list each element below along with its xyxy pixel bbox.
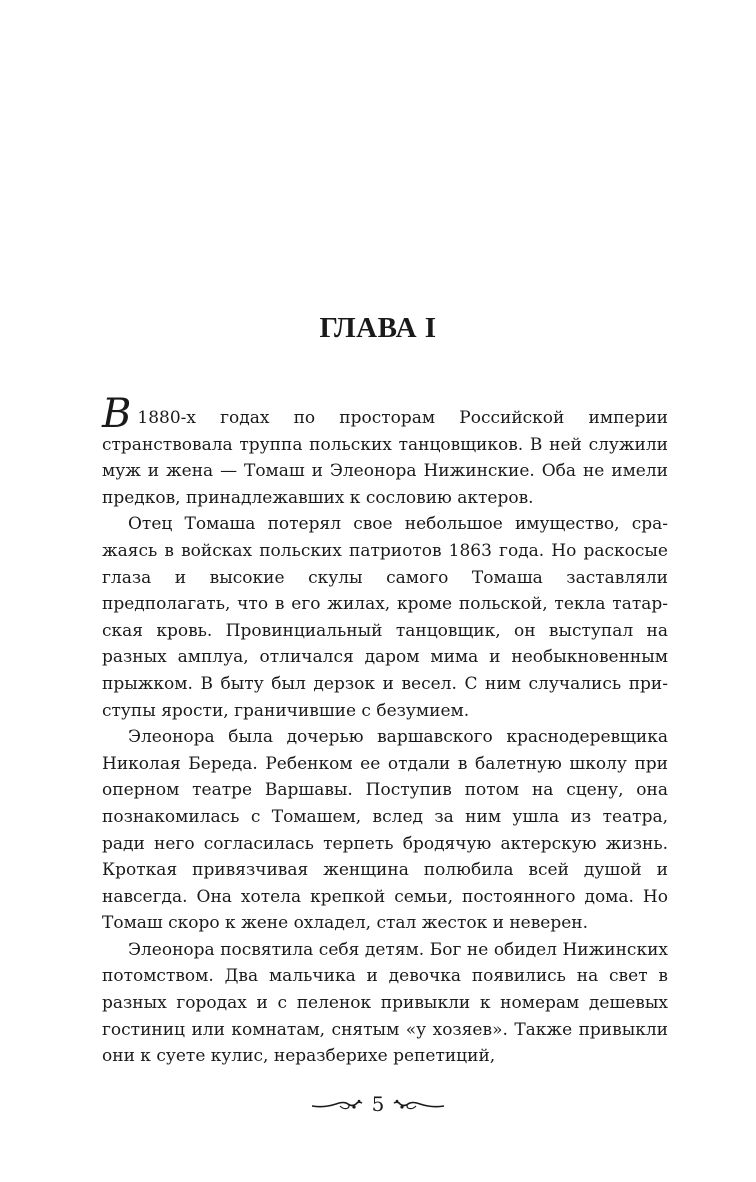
paragraph: Элеонора посвятила себя детям. Бог не обидел Нижинских потомством. Два мальчика и девочка появились на свет в разных городах и с пеленок привыкли к номерам дешевых гостиниц или комнатам, снятым «у хозяев». Также привыкли они к суете кулис, неразберихе репетиций, — [102, 939, 668, 1067]
right-flourish-icon — [392, 1096, 446, 1112]
page-number: 5 — [371, 1092, 385, 1116]
paragraph — [102, 391, 668, 511]
page-footer — [0, 1092, 756, 1116]
paragraph: Элеонора была дочерью варшавского краснодеревщика Николая Береда. Ребенком ее отдали в балетную школу при оперном театре Варшавы. Поступив потом на сцену, она познакомилась с Томашем, вслед за ним ушла из театра, ради него согласилась терпеть бродячую актерскую жизнь. Кроткая привязчивая женщина полюбила всей душой и навсегда. Она хотела крепкой семьи, постоянного дома. Но Томаш скоро к жене охладел, стал жесток и неверен. — [102, 727, 668, 934]
paragraph: Отец Томаша потерял свое небольшое имущество, сражаясь в войсках польских патриотов 1863 года. Но раскосые глаза и высокие скулы самого Томаша заставляли предполагать, что в его жилах, кроме польской, текла татарская кровь. Провинциальный танцовщик, он выступал на разных амплуа, отличался даром мима и необыкновенным прыжком. В быту был дерзок и весел. С ним случались приступы ярости, граничившие с безумием. — [102, 514, 668, 721]
chapter-title: ГЛАВА I — [319, 312, 437, 344]
paragraph-text: 1880-х годах по просторам Российской империи странствовала труппа польских танцовщиков. В ней служили муж и жена — Томаш и Элеонора Нижинские. Оба не имели предков, принадлежавших к сословию актеров. — [102, 408, 668, 508]
left-flourish-icon — [310, 1096, 364, 1112]
drop-cap: В — [102, 391, 132, 437]
chapter-text — [102, 391, 668, 1070]
